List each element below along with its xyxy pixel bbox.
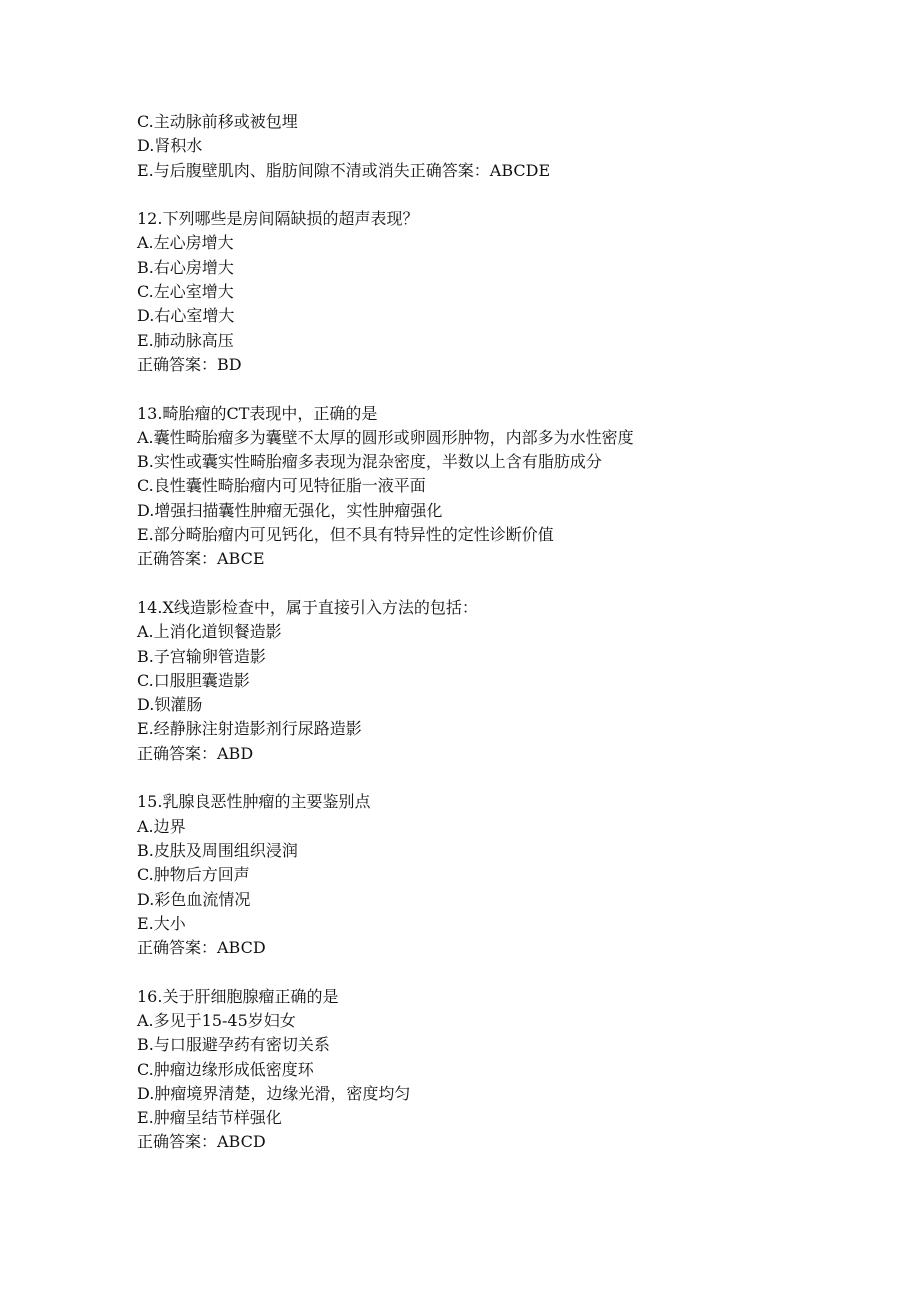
option-b: B.皮肤及周围组织浸润 <box>137 840 298 860</box>
option-e: E.经静脉注射造影剂行尿路造影 <box>137 719 362 739</box>
question-stem: 12.下列哪些是房间隔缺损的超声表现？ <box>137 209 419 229</box>
option-a: A.囊性畸胎瘤多为囊壁不太厚的圆形或卵圆形肿物，内部多为水性密度 <box>137 427 634 447</box>
question-16 <box>137 985 897 1155</box>
option-c: C.主动脉前移或被包埋 <box>137 112 298 131</box>
question-15 <box>137 790 897 960</box>
question-11-continuation <box>137 110 897 183</box>
option-c: C.肿瘤边缘形成低密度环 <box>137 1059 314 1079</box>
option-a: A.上消化道钡餐造影 <box>137 622 282 642</box>
option-c: C.肿物后方回声 <box>137 865 250 885</box>
option-b: B.实性或囊实性畸胎瘤多表现为混杂密度，半数以上含有脂肪成分 <box>137 452 602 472</box>
option-d: D.增强扫描囊性肿瘤无强化，实性肿瘤强化 <box>137 500 443 520</box>
option-d: D.钡灌肠 <box>137 695 203 715</box>
option-e: E.肺动脉高压 <box>137 330 234 350</box>
question-14 <box>137 596 897 766</box>
document-page <box>137 110 897 1155</box>
option-c: C.左心室增大 <box>137 282 234 302</box>
option-a: A.左心房增大 <box>137 233 234 253</box>
option-c: C.良性囊性畸胎瘤内可见特征脂一液平面 <box>137 476 426 496</box>
option-e: E.部分畸胎瘤内可见钙化，但不具有特异性的定性诊断价值 <box>137 525 554 545</box>
option-e: E.大小 <box>137 913 186 933</box>
option-d: D.肿瘤境界清楚，边缘光滑，密度均匀 <box>137 1083 411 1103</box>
option-b: B.子宫输卵管造影 <box>137 646 266 666</box>
question-stem: 16.关于肝细胞腺瘤正确的是 <box>137 986 339 1006</box>
answer: 正确答案：ABCE <box>137 549 265 569</box>
option-d: D.彩色血流情况 <box>137 889 251 909</box>
answer: 正确答案：ABD <box>137 743 254 763</box>
option-d: D.右心室增大 <box>137 306 235 326</box>
question-stem: 14.X线造影检查中，属于直接引入方法的包括： <box>137 597 478 617</box>
question-12 <box>137 207 897 377</box>
answer: 正确答案：ABCD <box>137 1132 266 1152</box>
question-stem: 15.乳腺良恶性肿瘤的主要鉴别点 <box>137 792 371 812</box>
answer: 正确答案：BD <box>137 354 242 374</box>
option-b: B.与口服避孕药有密切关系 <box>137 1035 330 1055</box>
question-stem: 13.畸胎瘤的CT表现中，正确的是 <box>137 403 378 423</box>
option-b: B.右心房增大 <box>137 257 234 277</box>
option-d: D.肾积水 <box>137 136 203 156</box>
option-a: A.多见于15-45岁妇女 <box>137 1010 296 1030</box>
option-c: C.口服胆囊造影 <box>137 670 250 690</box>
option-a: A.边界 <box>137 816 186 836</box>
answer: 正确答案：ABCD <box>137 938 266 958</box>
option-e: E.肿瘤呈结节样强化 <box>137 1108 282 1128</box>
question-13 <box>137 402 897 572</box>
option-e-with-answer: E.与后腹壁肌肉、脂肪间隙不清或消失正确答案：ABCDE <box>137 160 551 180</box>
